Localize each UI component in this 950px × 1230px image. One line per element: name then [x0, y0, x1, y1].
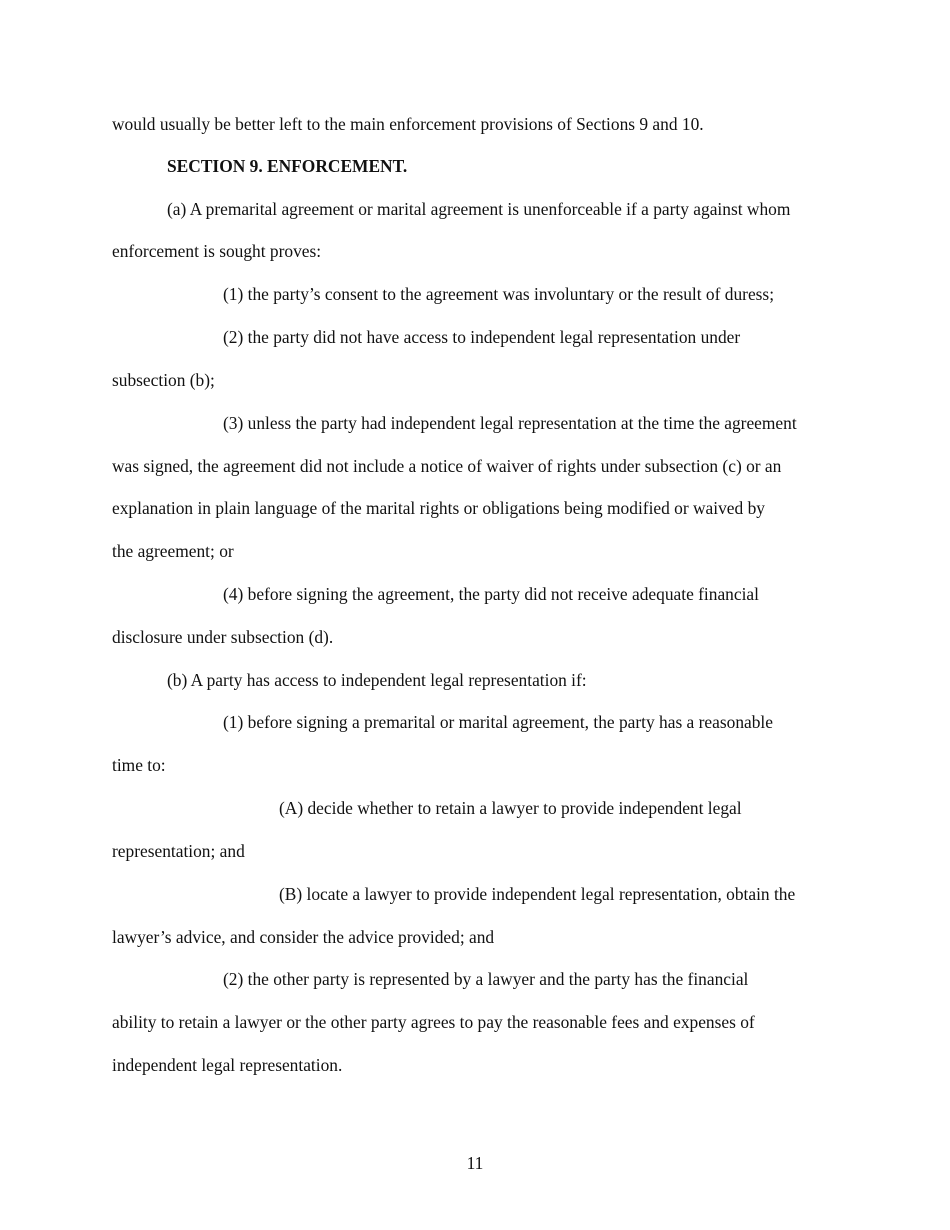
text-line: (1) the party’s consent to the agreement was involuntary or the result of duress;	[223, 284, 775, 304]
text-line: (4) before signing the agreement, the party did not receive adequate financial	[223, 584, 759, 604]
text-line: (a) A premarital agreement or marital agreement is unenforceable if a party against whom	[167, 199, 791, 219]
text-line: explanation in plain language of the marital rights or obligations being modified or waived by	[112, 498, 765, 518]
page-number: 11	[466, 1153, 484, 1173]
text-line: was signed, the agreement did not include a notice of waiver of rights under subsection (c) or an	[112, 456, 782, 476]
text-line: the agreement; or	[112, 541, 234, 561]
text-line: (A) decide whether to retain a lawyer to provide independent legal	[279, 798, 742, 818]
text-line: lawyer’s advice, and consider the advice provided; and	[112, 927, 495, 947]
text-line: subsection (b);	[112, 370, 215, 390]
text-line: ability to retain a lawyer or the other party agrees to pay the reasonable fees and expenses of	[112, 1012, 755, 1032]
text-line: (b) A party has access to independent legal representation if:	[167, 670, 587, 690]
text-line: disclosure under subsection (d).	[112, 627, 334, 647]
text-line: (1) before signing a premarital or marital agreement, the party has a reasonable	[223, 712, 773, 732]
text-line: enforcement is sought proves:	[112, 241, 322, 261]
text-line: would usually be better left to the main enforcement provisions of Sections 9 and 10.	[112, 114, 704, 134]
text-line: independent legal representation.	[112, 1055, 343, 1075]
text-line: time to:	[112, 755, 166, 775]
text-line: (2) the other party is represented by a lawyer and the party has the financial	[223, 969, 749, 989]
section-heading: SECTION 9. ENFORCEMENT.	[167, 156, 408, 176]
text-line: (3) unless the party had independent legal representation at the time the agreement	[223, 413, 797, 433]
text-line: (B) locate a lawyer to provide independent legal representation, obtain the	[279, 884, 796, 904]
text-line: (2) the party did not have access to independent legal representation under	[223, 327, 741, 347]
text-line: representation; and	[112, 841, 245, 861]
